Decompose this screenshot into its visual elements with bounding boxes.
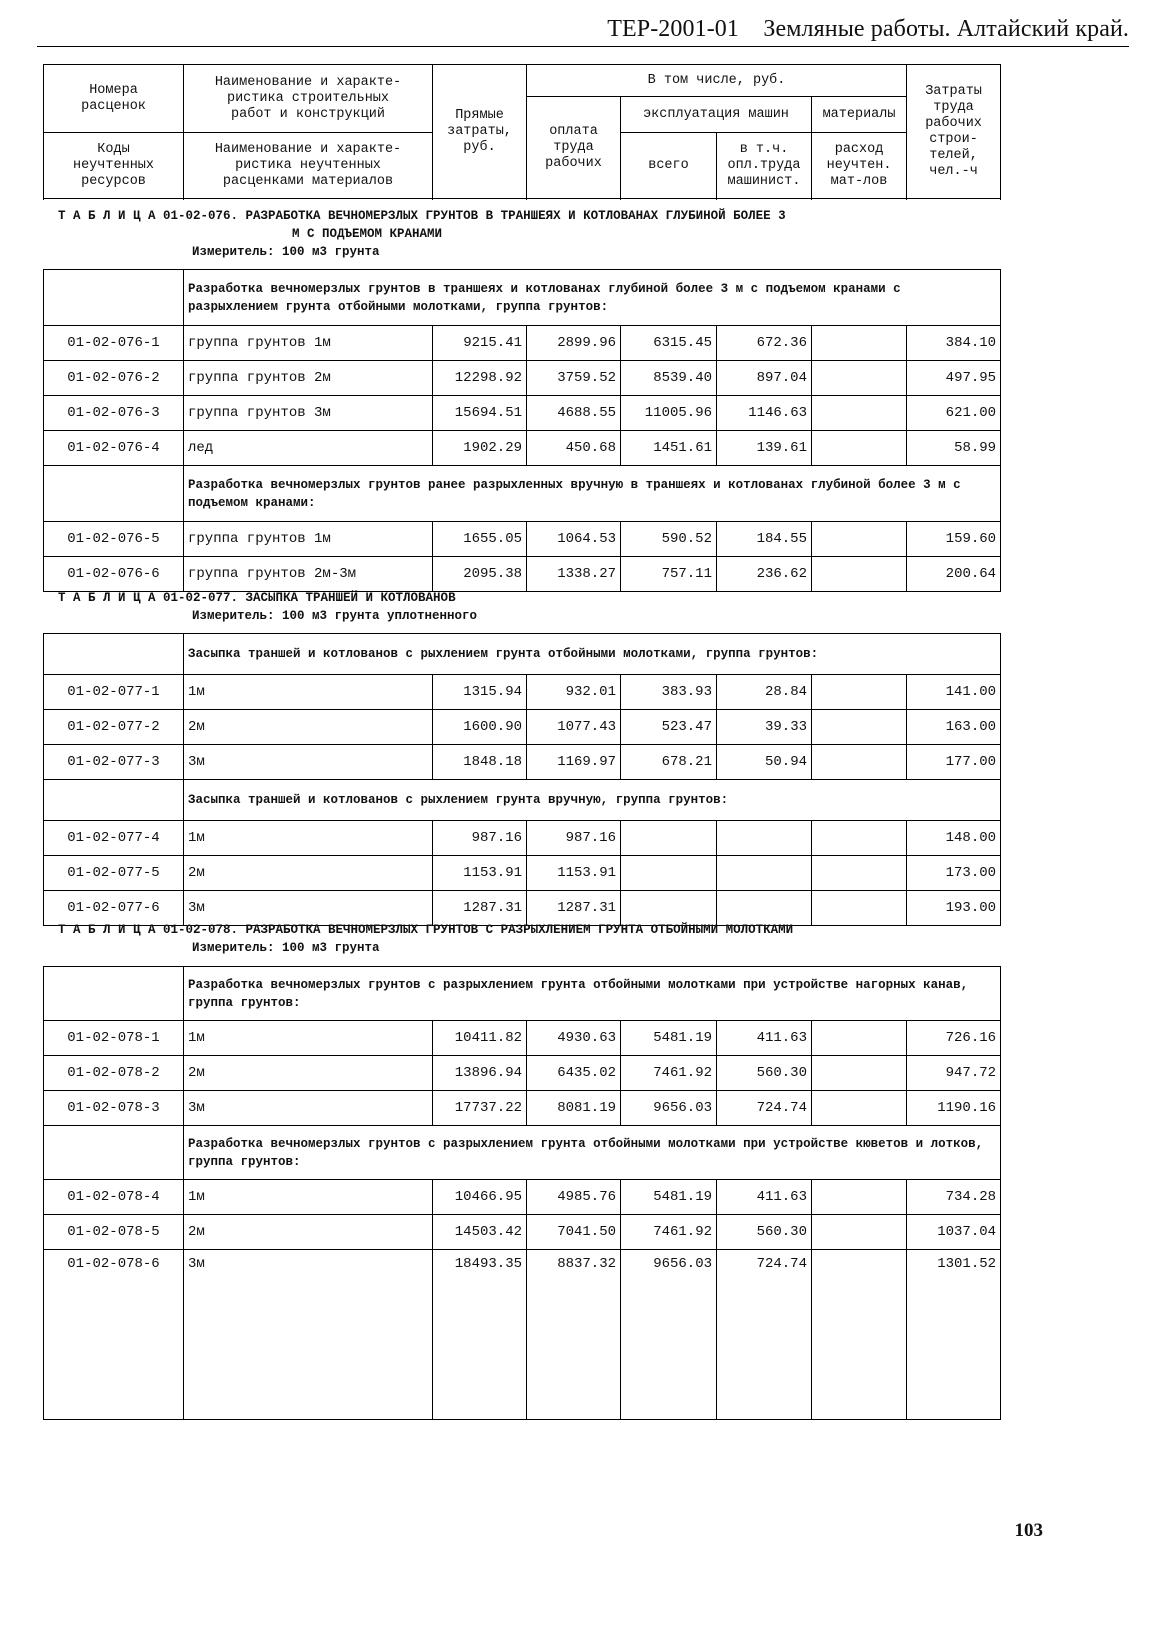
machines-total: 5481.19	[621, 1180, 717, 1215]
col-direct-l3: руб.	[463, 139, 496, 155]
rate-code: 01-02-078-1	[44, 1021, 184, 1056]
labor-hours: 58.99	[907, 431, 1001, 466]
section-heading	[44, 967, 1001, 1021]
labor-hours: 163.00	[907, 710, 1001, 745]
labor-pay: 1338.27	[527, 557, 621, 592]
col-labor-l5: телей,	[929, 147, 978, 163]
materials	[812, 891, 907, 926]
table-078-measure: Измеритель: 100 м3 грунта	[192, 941, 380, 955]
labor-pay: 4985.76	[527, 1180, 621, 1215]
labor-pay: 4688.55	[527, 396, 621, 431]
col-machinist-l2: опл.труда	[727, 157, 801, 173]
rate-code: 01-02-078-4	[44, 1180, 184, 1215]
machinist-pay: 139.61	[717, 431, 812, 466]
labor-pay: 450.68	[527, 431, 621, 466]
table-076-title-l2: М С ПОДЪЕМОМ КРАНАМИ	[292, 227, 443, 241]
labor-pay: 1287.31	[527, 891, 621, 926]
col-labor-l3: рабочих	[925, 115, 982, 131]
labor-hours: 200.64	[907, 557, 1001, 592]
table-077-title-l1: Т А Б Л И Ц А 01-02-077. ЗАСЫПКА ТРАНШЕЙ И КОТЛОВАНОВ	[58, 591, 456, 605]
materials	[812, 710, 907, 745]
machinist-pay: 724.74	[717, 1250, 812, 1420]
col-unaccounted-l2: ристика неучтенных	[235, 157, 381, 173]
table-row	[44, 1056, 1001, 1091]
table-row	[44, 745, 1001, 780]
materials	[812, 856, 907, 891]
machines-total: 7461.92	[621, 1215, 717, 1250]
machines-total: 678.21	[621, 745, 717, 780]
section-heading-text: Засыпка траншей и котлованов с рыхлением грунта отбойными молотками, группа грунтов:	[184, 634, 1001, 675]
labor-hours: 497.95	[907, 361, 1001, 396]
table-076-caption	[58, 207, 786, 261]
direct-costs: 17737.22	[433, 1091, 527, 1126]
rate-code: 01-02-078-3	[44, 1091, 184, 1126]
col-labor-pay-l1: оплата	[549, 123, 598, 139]
direct-costs: 1902.29	[433, 431, 527, 466]
direct-costs: 15694.51	[433, 396, 527, 431]
materials	[812, 1250, 907, 1420]
table-row	[44, 856, 1001, 891]
machines-total: 523.47	[621, 710, 717, 745]
section-heading-text: Разработка вечномерзлых грунтов ранее разрыхленных вручную в траншеях и котлованах глубиной более 3 м с подъемом кранами:	[184, 466, 1001, 522]
rate-code: 01-02-076-6	[44, 557, 184, 592]
table-row	[44, 1250, 1001, 1420]
labor-hours: 173.00	[907, 856, 1001, 891]
materials	[812, 326, 907, 361]
table-row	[44, 1180, 1001, 1215]
machinist-pay: 39.33	[717, 710, 812, 745]
machinist-pay: 411.63	[717, 1021, 812, 1056]
table-row	[44, 431, 1001, 466]
direct-costs: 987.16	[433, 821, 527, 856]
col-machines: эксплуатация машин	[621, 97, 812, 133]
rate-name: группа грунтов 3м	[184, 396, 433, 431]
page-number: 103	[1014, 1520, 1043, 1541]
col-name-l3: работ и конструкций	[231, 106, 385, 122]
materials	[812, 1021, 907, 1056]
machinist-pay: 560.30	[717, 1056, 812, 1091]
direct-costs: 1600.90	[433, 710, 527, 745]
machinist-pay: 28.84	[717, 675, 812, 710]
table-row	[44, 1091, 1001, 1126]
machinist-pay: 411.63	[717, 1180, 812, 1215]
direct-costs: 2095.38	[433, 557, 527, 592]
col-name-l1: Наименование и характе-	[214, 74, 402, 90]
rate-code: 01-02-076-3	[44, 396, 184, 431]
labor-hours: 384.10	[907, 326, 1001, 361]
col-unaccounted-l3: расценками материалов	[222, 173, 394, 189]
materials	[812, 745, 907, 780]
col-unaccounted	[184, 133, 433, 199]
rate-name: 2м	[184, 710, 433, 745]
materials	[812, 1056, 907, 1091]
table-row	[44, 396, 1001, 431]
rate-code: 01-02-076-1	[44, 326, 184, 361]
section-heading	[44, 1126, 1001, 1180]
col-machinist-l1: в т.ч.	[739, 141, 789, 157]
table-077	[43, 633, 1001, 926]
col-machinist-pay	[717, 133, 812, 199]
col-materials: материалы	[812, 97, 907, 133]
labor-hours: 148.00	[907, 821, 1001, 856]
table-row	[44, 1021, 1001, 1056]
table-row	[44, 710, 1001, 745]
rate-name: группа грунтов 1м	[184, 326, 433, 361]
machinist-pay	[717, 821, 812, 856]
rate-name: группа грунтов 2м-3м	[184, 557, 433, 592]
rate-name: 2м	[184, 1056, 433, 1091]
direct-costs: 1848.18	[433, 745, 527, 780]
rate-name: 2м	[184, 1215, 433, 1250]
rate-name: 3м	[184, 891, 433, 926]
materials	[812, 821, 907, 856]
labor-hours: 947.72	[907, 1056, 1001, 1091]
table-row	[44, 522, 1001, 557]
table-078	[43, 966, 1001, 1420]
col-labor-pay-l3: рабочих	[545, 155, 602, 171]
machines-total: 7461.92	[621, 1056, 717, 1091]
section-heading	[44, 634, 1001, 675]
direct-costs: 18493.35	[433, 1250, 527, 1420]
col-unaccounted-l1: Наименование и характе-	[214, 141, 402, 157]
col-materials-l3: мат-лов	[830, 173, 888, 189]
machinist-pay	[717, 856, 812, 891]
labor-hours: 193.00	[907, 891, 1001, 926]
rate-code: 01-02-076-4	[44, 431, 184, 466]
labor-pay: 1153.91	[527, 856, 621, 891]
labor-pay: 1064.53	[527, 522, 621, 557]
col-including: В том числе, руб.	[527, 65, 907, 97]
col-direct-l1: Прямые	[455, 107, 504, 123]
rate-name: группа грунтов 2м	[184, 361, 433, 396]
direct-costs: 1655.05	[433, 522, 527, 557]
table-row	[44, 361, 1001, 396]
table-078-caption	[58, 921, 793, 957]
direct-costs: 10411.82	[433, 1021, 527, 1056]
col-labor-l1: Затраты	[925, 83, 982, 99]
machinist-pay: 560.30	[717, 1215, 812, 1250]
col-codes-l2: неучтенных	[72, 157, 154, 173]
rate-code: 01-02-077-4	[44, 821, 184, 856]
labor-hours: 177.00	[907, 745, 1001, 780]
labor-hours: 726.16	[907, 1021, 1001, 1056]
materials	[812, 1180, 907, 1215]
col-labor-pay	[527, 97, 621, 199]
machinist-pay: 724.74	[717, 1091, 812, 1126]
col-direct-l2: затраты,	[447, 123, 512, 139]
table-076	[43, 269, 1001, 592]
table-078-title-l1: Т А Б Л И Ц А 01-02-078. РАЗРАБОТКА ВЕЧНОМЕРЗЛЫХ ГРУНТОВ С РАЗРЫХЛЕНИЕМ ГРУНТА ОТБОЙНЫМИ МОЛОТКАМИ	[58, 923, 794, 937]
table-row	[44, 675, 1001, 710]
labor-pay: 987.16	[527, 821, 621, 856]
section-heading	[44, 466, 1001, 522]
labor-pay: 1077.43	[527, 710, 621, 745]
machines-total: 9656.03	[621, 1250, 717, 1420]
direct-costs: 14503.42	[433, 1215, 527, 1250]
table-row	[44, 821, 1001, 856]
document-title: ТЕР-2001-01 Земляные работы. Алтайский край.	[607, 16, 1129, 42]
rate-name: 2м	[184, 856, 433, 891]
rate-name: лед	[184, 431, 433, 466]
col-materials-use	[812, 133, 907, 199]
rate-name: 3м	[184, 1250, 433, 1420]
rate-name: 3м	[184, 745, 433, 780]
direct-costs: 13896.94	[433, 1056, 527, 1091]
labor-pay: 6435.02	[527, 1056, 621, 1091]
materials	[812, 675, 907, 710]
materials	[812, 361, 907, 396]
col-materials-l2: неучтен.	[826, 157, 892, 173]
column-header-table	[43, 64, 1001, 199]
machinist-pay: 236.62	[717, 557, 812, 592]
machines-total: 590.52	[621, 522, 717, 557]
labor-hours: 1301.52	[907, 1250, 1001, 1420]
col-labor-l4: строи-	[929, 131, 978, 147]
section-heading-text: Разработка вечномерзлых грунтов с разрыхлением грунта отбойными молотками при устройстве нагорных канав, группа грунтов:	[184, 967, 1001, 1021]
section-heading-text: Засыпка траншей и котлованов с рыхлением грунта вручную, группа грунтов:	[184, 780, 1001, 821]
col-name-l2: ристика строительных	[226, 90, 390, 106]
rate-code: 01-02-078-6	[44, 1250, 184, 1420]
machines-total	[621, 821, 717, 856]
col-name	[184, 65, 433, 133]
col-direct-costs	[433, 65, 527, 199]
materials	[812, 1215, 907, 1250]
labor-hours: 621.00	[907, 396, 1001, 431]
rate-name: группа грунтов 1м	[184, 522, 433, 557]
col-numbers-l1: Номера	[89, 82, 138, 98]
rate-name: 1м	[184, 675, 433, 710]
col-labor-l6: чел.-ч	[929, 163, 978, 179]
labor-hours: 141.00	[907, 675, 1001, 710]
col-labor-costs	[907, 65, 1001, 199]
machines-total: 5481.19	[621, 1021, 717, 1056]
rate-code: 01-02-076-5	[44, 522, 184, 557]
col-numbers	[44, 65, 184, 133]
labor-pay: 8837.32	[527, 1250, 621, 1420]
col-labor-pay-l2: труда	[553, 139, 594, 155]
rate-name: 1м	[184, 1021, 433, 1056]
rate-code: 01-02-077-5	[44, 856, 184, 891]
direct-costs: 1153.91	[433, 856, 527, 891]
machinist-pay: 184.55	[717, 522, 812, 557]
machines-total	[621, 856, 717, 891]
rate-code: 01-02-077-3	[44, 745, 184, 780]
labor-pay: 1169.97	[527, 745, 621, 780]
labor-hours: 1037.04	[907, 1215, 1001, 1250]
col-labor-l2: труда	[933, 99, 974, 115]
rate-code: 01-02-078-5	[44, 1215, 184, 1250]
labor-pay: 3759.52	[527, 361, 621, 396]
rate-code: 01-02-078-2	[44, 1056, 184, 1091]
machinist-pay: 897.04	[717, 361, 812, 396]
labor-pay: 8081.19	[527, 1091, 621, 1126]
direct-costs: 10466.95	[433, 1180, 527, 1215]
section-heading	[44, 270, 1001, 326]
rate-code: 01-02-077-6	[44, 891, 184, 926]
col-codes-l1: Коды	[97, 141, 130, 157]
direct-costs: 12298.92	[433, 361, 527, 396]
materials	[812, 431, 907, 466]
rate-code: 01-02-077-1	[44, 675, 184, 710]
machines-total: 11005.96	[621, 396, 717, 431]
machines-total: 6315.45	[621, 326, 717, 361]
col-materials-l1: расход	[834, 141, 884, 157]
materials	[812, 557, 907, 592]
table-077-measure: Измеритель: 100 м3 грунта уплотненного	[192, 609, 478, 623]
table-076-title-l1: Т А Б Л И Ц А 01-02-076. РАЗРАБОТКА ВЕЧНОМЕРЗЛЫХ ГРУНТОВ В ТРАНШЕЯХ И КОТЛОВАНАХ ГЛУБИНОЙ БОЛЕЕ 3	[58, 209, 786, 223]
rate-code: 01-02-077-2	[44, 710, 184, 745]
table-076-measure: Измеритель: 100 м3 грунта	[192, 245, 380, 259]
machinist-pay: 672.36	[717, 326, 812, 361]
labor-pay: 7041.50	[527, 1215, 621, 1250]
machinist-pay: 1146.63	[717, 396, 812, 431]
machines-total: 9656.03	[621, 1091, 717, 1126]
section-heading-text: Разработка вечномерзлых грунтов в траншеях и котлованах глубиной более 3 м с подъемом кранами с разрыхлением грунта отбойными молотками, группа грунтов:	[184, 270, 1001, 326]
machines-total: 1451.61	[621, 431, 717, 466]
machines-total: 757.11	[621, 557, 717, 592]
direct-costs: 1287.31	[433, 891, 527, 926]
direct-costs: 1315.94	[433, 675, 527, 710]
col-machinist-l3: машинист.	[727, 173, 801, 189]
col-codes-l3: ресурсов	[81, 173, 146, 189]
table-row	[44, 326, 1001, 361]
labor-pay: 4930.63	[527, 1021, 621, 1056]
table-077-caption	[58, 589, 477, 625]
direct-costs: 9215.41	[433, 326, 527, 361]
labor-pay: 932.01	[527, 675, 621, 710]
col-numbers-l2: расценок	[81, 98, 146, 114]
table-row	[44, 557, 1001, 592]
col-codes	[44, 133, 184, 199]
section-heading	[44, 780, 1001, 821]
rate-code: 01-02-076-2	[44, 361, 184, 396]
section-heading-text: Разработка вечномерзлых грунтов с разрыхлением грунта отбойными молотками при устройстве кюветов и лотков, группа грунтов:	[184, 1126, 1001, 1180]
title-rule	[37, 46, 1129, 47]
labor-hours: 159.60	[907, 522, 1001, 557]
materials	[812, 396, 907, 431]
materials	[812, 1091, 907, 1126]
rate-name: 1м	[184, 1180, 433, 1215]
machines-total: 8539.40	[621, 361, 717, 396]
materials	[812, 522, 907, 557]
labor-pay: 2899.96	[527, 326, 621, 361]
labor-hours: 1190.16	[907, 1091, 1001, 1126]
labor-hours: 734.28	[907, 1180, 1001, 1215]
table-row	[44, 1215, 1001, 1250]
machinist-pay: 50.94	[717, 745, 812, 780]
machines-total: 383.93	[621, 675, 717, 710]
rate-name: 1м	[184, 821, 433, 856]
col-machines-total: всего	[621, 133, 717, 199]
rate-name: 3м	[184, 1091, 433, 1126]
